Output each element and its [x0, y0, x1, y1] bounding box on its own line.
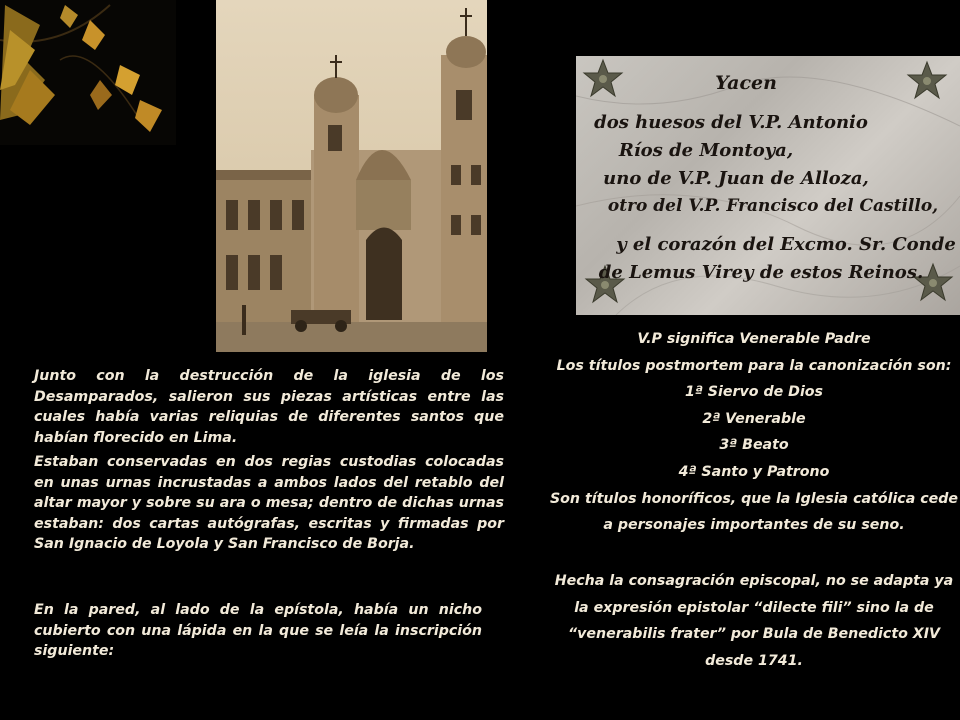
text-line: la expresión epistolar “dilecte fili” sino la de	[574, 599, 934, 616]
plaque-line: de Lemus Virey de estos Reinos.	[598, 262, 924, 283]
text-line: 4ª Santo y Patrono	[678, 463, 830, 480]
paragraph-destruction: Junto con la destrucción de la iglesia de los Desamparados, salieron sus piezas artísticas entre las cuales había varias reliquias de diferentes santos que habían florecido en Lima.	[34, 368, 504, 446]
church-photo	[216, 0, 487, 352]
text-line: “venerabilis frater” por Bula de Benedicto XIV	[567, 626, 940, 643]
plaque-line: dos huesos del V.P. Antonio	[594, 112, 868, 133]
autumn-leaves-image	[0, 0, 176, 145]
star-ornament-icon	[582, 58, 624, 100]
paragraph-nicho: En la pared, al lado de la epístola, había un nicho cubierto con una lápida en la que se leía la inscripción siguiente:	[34, 602, 482, 659]
text-line: Son títulos honoríficos, que la Iglesia católica cede	[549, 490, 959, 507]
titles-explanation	[548, 326, 960, 539]
text-line: Hecha la consagración episcopal, no se adapta ya	[554, 573, 954, 589]
inscription-plaque-image	[576, 56, 960, 315]
plaque-line: Ríos de Montoya,	[618, 140, 794, 161]
episcopal-note	[548, 568, 960, 674]
star-ornament-icon	[906, 60, 948, 102]
plaque-title: Yacen	[715, 72, 777, 94]
plaque-line: y el corazón del Excmo. Sr. Conde	[616, 234, 956, 255]
text-line: 2ª Venerable	[702, 410, 806, 427]
text-line: 3ª Beato	[719, 437, 789, 454]
text-line: desde 1741.	[705, 652, 803, 669]
plaque-line: uno de V.P. Juan de Alloza,	[603, 168, 869, 189]
text-line: 1ª Siervo de Dios	[685, 384, 823, 401]
text-line: V.P significa Venerable Padre	[637, 331, 871, 347]
text-line: Los títulos postmortem para la canonización son:	[556, 357, 952, 374]
plaque-line: otro del V.P. Francisco del Castillo,	[607, 196, 939, 216]
paragraph-custodias: Estaban conservadas en dos regias custodias colocadas en unas urnas incrustadas a ambos lados del retablo del altar mayor y sobre su ara o mesa; dentro de dichas urnas estaban: dos cartas autógrafas, escritas y firmadas por San Ignacio de Loyola y San Francisco de Borja.	[34, 454, 504, 552]
text-line: a personajes importantes de su seno.	[603, 517, 905, 534]
